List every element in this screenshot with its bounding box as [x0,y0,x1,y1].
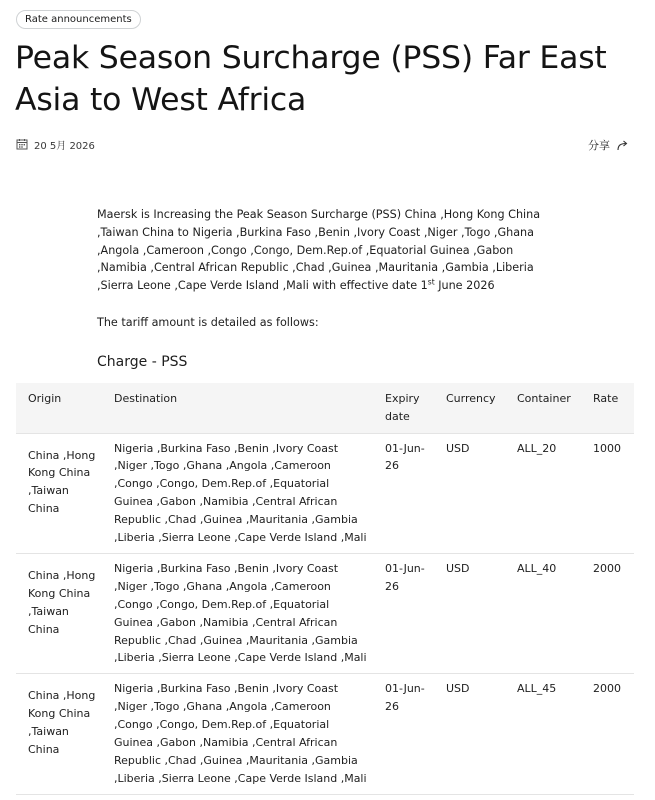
cell-origin: China ,Hong Kong China ,Taiwan China [16,674,102,794]
cell-rate: 2000 [581,674,634,794]
header-rate: Rate [581,383,634,433]
header-container: Container [505,383,581,433]
cell-destination: Nigeria ,Burkina Faso ,Benin ,Ivory Coast ,Niger ,Togo ,Ghana ,Angola ,Cameroon ,Congo ,Congo, Dem.Rep.of ,Equatorial Guinea ,Gabon ,Namibia ,Central African Republic ,Chad ,Guinea ,Mauritania ,Gambia ,Liberia ,Sierra Leone ,Cape Verde Island ,Mali [102,433,373,553]
page-title: Peak Season Surcharge (PSS) Far East Asia to West Africa [15,40,607,118]
category-tag[interactable]: Rate announcements [16,10,141,29]
cell-origin: China ,Hong Kong China ,Taiwan China [16,433,102,553]
cell-currency: USD [434,433,505,553]
cell-rate: 2000 [581,553,634,673]
cell-container: ALL_45 [505,674,581,794]
cell-destination: Nigeria ,Burkina Faso ,Benin ,Ivory Coast ,Niger ,Togo ,Ghana ,Angola ,Cameroon ,Congo ,Congo, Dem.Rep.of ,Equatorial Guinea ,Gabon ,Namibia ,Central African Republic ,Chad ,Guinea ,Mauritania ,Gambia ,Liberia ,Sierra Leone ,Cape Verde Island ,Mali [102,674,373,794]
cell-expiry: 01-Jun-26 [373,433,434,553]
date-text: 20 5月 2026 [34,140,95,152]
share-button[interactable] [588,137,629,153]
cell-expiry: 01-Jun-26 [373,674,434,794]
cell-currency: USD [434,674,505,794]
table-row [16,433,634,553]
cell-container: ALL_40 [505,553,581,673]
table-row [16,553,634,673]
tariff-intro: The tariff amount is detailed as follows: [97,316,319,329]
table-header-row [16,383,634,433]
charge-title: Charge - PSS [97,354,188,370]
header-expiry: Expiry date [373,383,434,433]
calendar-icon [16,138,28,150]
cell-container: ALL_20 [505,433,581,553]
cell-origin: China ,Hong Kong China ,Taiwan China [16,553,102,673]
cell-expiry: 01-Jun-26 [373,553,434,673]
header-currency: Currency [434,383,505,433]
share-label: 分享 [588,139,610,152]
cell-rate: 1000 [581,433,634,553]
publish-date [16,136,95,152]
share-icon [616,139,629,152]
header-destination: Destination [102,383,373,433]
announcement-text: Maersk is Increasing the Peak Season Surcharge (PSS) China ,Hong Kong China ,Taiwan China to Nigeria ,Burkina Faso ,Benin ,Ivory Coast ,Niger ,Togo ,Ghana ,Angola ,Cameroon ,Congo ,Congo, Dem.Rep.of ,Equatorial Guinea ,Gabon ,Namibia ,Central African Republic ,Chad ,Guinea ,Mauritania ,Gambia ,Liberia ,Sierra Leone ,Cape Verde Island ,Mali with effective date 1st June 2026 [97,208,541,293]
cell-destination: Nigeria ,Burkina Faso ,Benin ,Ivory Coast ,Niger ,Togo ,Ghana ,Angola ,Cameroon ,Congo ,Congo, Dem.Rep.of ,Equatorial Guinea ,Gabon ,Namibia ,Central African Republic ,Chad ,Guinea ,Mauritania ,Gambia ,Liberia ,Sierra Leone ,Cape Verde Island ,Mali [102,553,373,673]
cell-currency: USD [434,553,505,673]
header-origin: Origin [16,383,102,433]
table-row [16,674,634,794]
tariff-table [16,383,634,795]
